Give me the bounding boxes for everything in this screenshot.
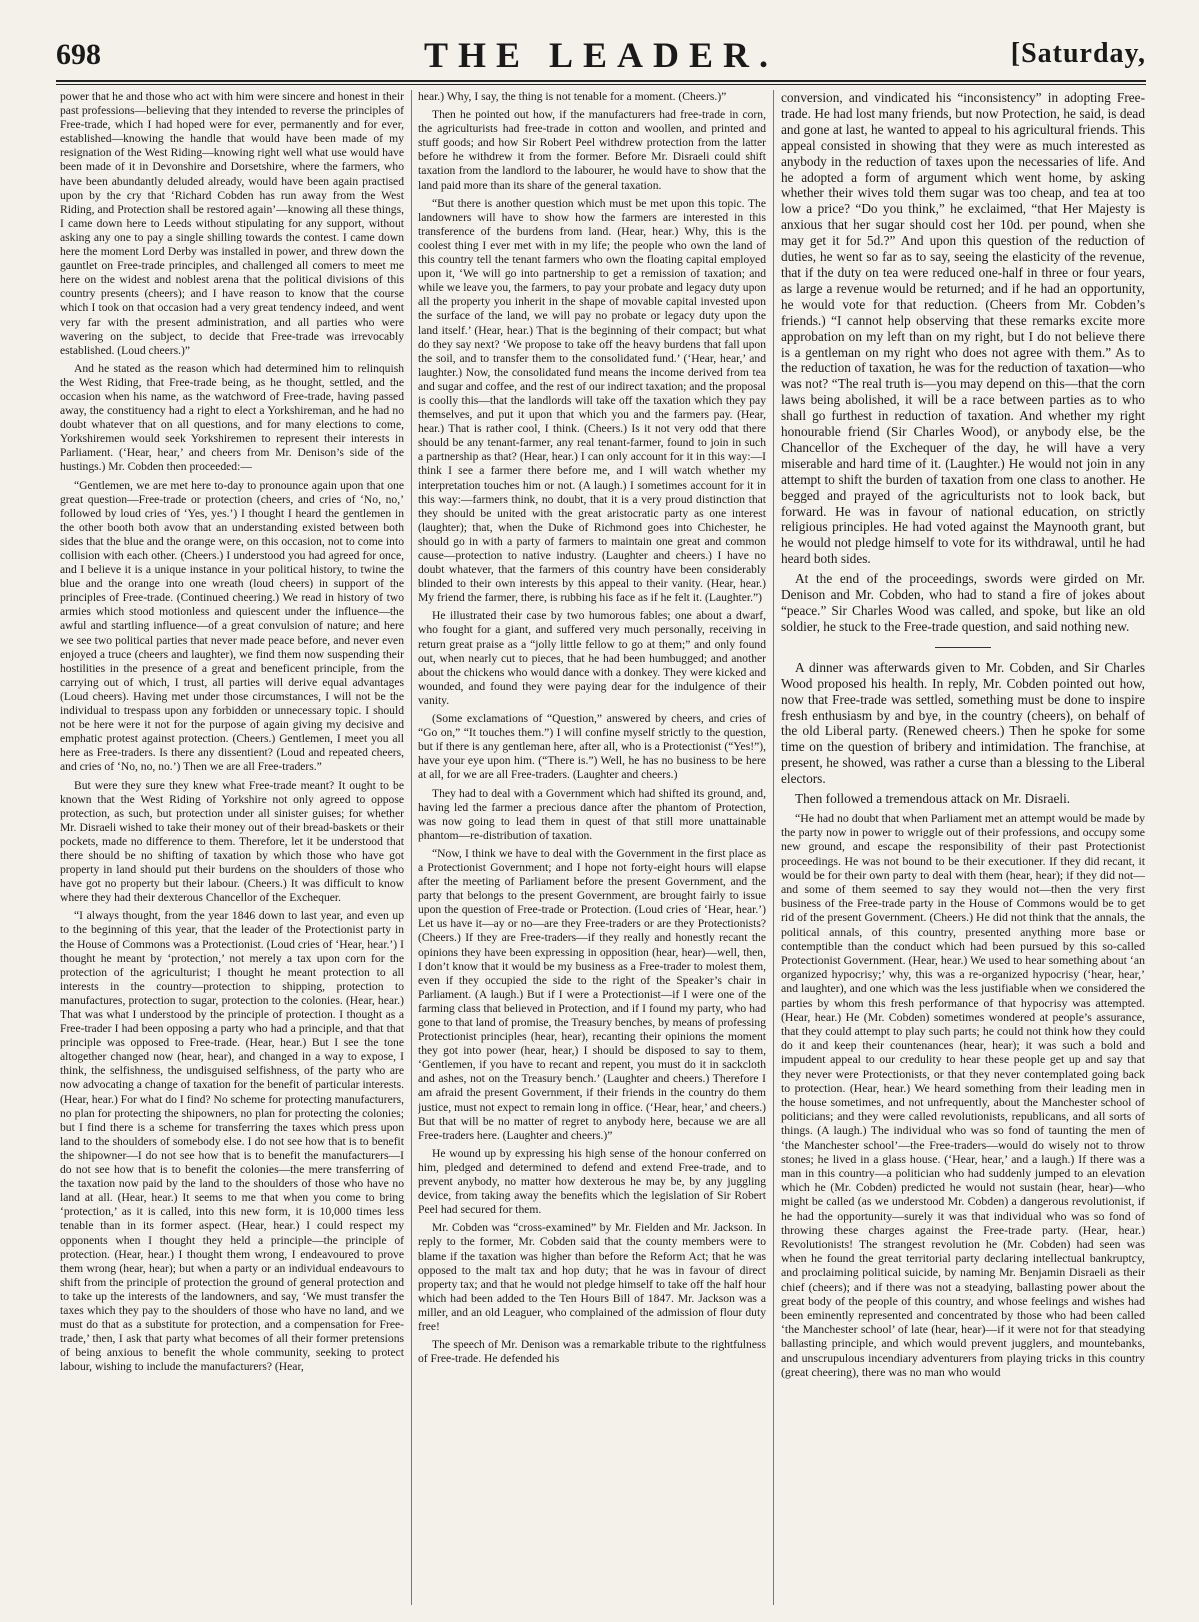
paragraph: And he stated as the reason which had determined him to relinquish the West Riding, that Free-trade being, as he thought, settled, and the occasion when his name, as the watchword of Free-trade, having passed away, the constituency had a right to elect a Yorkshireman, and he had no doubt whatever that on all questions, and for many elections to come, Yorkshiremen would seek Yorkshiremen to represent their interests in Parliament. (‘Hear, hear,’ and cheers from Mr. Denison’s side of the hustings.) Mr. Cobden then proceeded:—	[60, 361, 404, 474]
paragraph: He wound up by expressing his high sense of the honour conferred on him, pledged and determined to defend and extend Free-trade, and to prevent anybody, no matter how dexterous he may be, by any juggling device, from taking away the benefits which the legislation of Sir Robert Peel had secured for them.	[418, 1146, 766, 1217]
header-rule	[56, 80, 1146, 82]
paragraph: hear.) Why, I say, the thing is not tenable for a moment. (Cheers.)”	[418, 90, 727, 103]
paragraph: power that he and those who act with him were sincere and honest in their past professions—believing that they intended to reverse the principles of Free-trade, which I had hoped were for ever, permanently and for ever, established—knowing the handle that would have been made of my resignation of the West Riding—knowing right well what use would have been made of it in Devonshire and Dorsetshire, where the farmers, who have been abundantly deluded already, would have been again practised upon by the cry that ‘Richard Cobden has run away from the West Riding, and Protection shall be restored again’—knowing all these things, I came down here to Leeds without stipulating for any support, without asking any one to pay a single shilling towards the contest. I came down here the moment Lord Derby was installed in power, and threw down the gauntlet on Free-trade principles, and challenged all comers to meet me here on the widest and noblest arena that the political divisions of this country presents (cheers); and I have reason to know that the course which I took on that occasion had a very great tendency indeed, and went very far with the present administration, and all parties who were wavering on the subject, to decide that Free-trade was irrevocably established. (Loud cheers.)”	[60, 90, 404, 357]
newspaper-title: THE LEADER.	[423, 35, 779, 75]
paragraph: conversion, and vindicated his “inconsistency” in adopting Free-trade. He had lost many friends, but now Protection, he said, is dead and gone at last, he wanted to appeal to his agricultural friends. This appeal consisted in showing that they were as much interested as anybody in the reduction of taxes upon the necessaries of life. And he adopted a form of argument which went home, by asking whether their wives told them sugar was too cheap, and tea at too low a price? “Do you think,” he exclaimed, “that Her Majesty is anxious that her sugar should cost her 10d. per pound, when she may get it for 5d.?” And upon this question of the reduction of duties, he went so far as to say, seeing the elasticity of the revenue, that if the duty on tea were reduced one-half in three or four years, as large a revenue would be returned; and if he had an opportunity, he would vote for that reduction. (Cheers from Mr. Cobden’s friends.) “I cannot help observing that these remarks excite more approbation on my left than on my right, but I do not believe there is a gentleman on my right who does not agree with them.” As to the reduction of taxation, he was for the reduction of taxation—who was not? “The real truth is—you may depend on this—that the corn laws being abolished, it will be a race between parties as to who shall go furthest in reduction of taxation. And whether my right honourable friend (Sir Charles Wood), or anybody else, be the Chancellor of the Exchequer of the day, he will have a very miserable and hard time of it. (Laughter.) He would not join in any attempt to shift the burden of taxation from one class to another. He begged and prayed of the agriculturists not to look back, but forward. He was in favour of national education, on strictly religious principles. He had voted against the Maynooth grant, but he would not pledge himself to vote for its withdrawal, until he had heard both sides.	[781, 90, 1145, 567]
paragraph: Mr. Cobden was “cross-examined” by Mr. Fielden and Mr. Jackson. In reply to the former, Mr. Cobden said that the county members were to blame if the taxation was higher than before the Reform Act; that he was opposed to the malt tax and hop duty; that he was in favour of direct property tax; and that he would not pledge himself to take off the half hour which had been added to the Ten Hours Bill of 1847. Mr. Jackson was a miller, and an old Leaguer, who complained of the admission of flour duty free!	[418, 1221, 766, 1333]
page-number: 698	[56, 38, 101, 71]
column-divider	[773, 90, 774, 1605]
paragraph: “But there is another question which must be met upon this topic. The landowners will have to show how the farmers are interested in this transference of the burdens from land. (Hear, hear.) Why, this is the coolest thing I ever met with in my life; the people who own the land of this country tell the tenant farmers who own the floating capital employed upon it, ‘We will go into partnership to get a remission of taxation; and while we leave you, the farmers, to pay your probate and legacy duty upon all the property you inherit in the shape of movable capital invested upon the surface of the land, we will pay no probate or legacy duty upon the land itself.’ (Hear, hear.) That is the beginning of their compact; but what do they say next? ‘We propose to take off the heavy burdens that fall upon the soil, and to transfer them to the consolidated fund.’ (‘Hear, hear,’ and laughter.) Now, the consolidated fund means the income derived from tea and sugar and coffee, and the rest of our indirect taxation; and the proposal is coolly this—that the landlords will take off the taxation which they pay themselves, and put it upon that which you and the farmers pay. (Hear, hear.) That is rather cool, I think. (Cheers.) Is it not very odd that there should be any tenant-farmer, any real tenant-farmer, found to join in such a partnership as that? (Hear, hear.) I can only account for it in this way:—I think I see a farmer there before me, and I will watch whether my interpretation touches him or not. (A laugh.) I sometimes account for it in this way:—farmers think, no doubt, that it is a very proud distinction that they should be united with the great aristocratic party as one interest (laughter); that, when the Duke of Richmond goes into Chichester, he should go in with a party of farmers to maintain one great and common cause—protection to native industry. (Laughter and cheers.) I have no doubt whatever, that the farmers of this country have been considerably blinded to their own interests by this appeal to their vanity. (Hear, hear.) My friend the farmer, there, is rubbing his face as if he felt it. (Laughter.”)	[418, 196, 766, 605]
column-divider	[411, 90, 412, 1605]
paragraph: (Some exclamations of “Question,” answered by cheers, and cries of “Go on,” “It touches them.”) I will confine myself strictly to the question, but if there is any gentleman here, after all, who is a Protectionist (“Yes!”), have your eye upon him. (“There is.”) Well, he has no business to be here at all, for we are all Free-traders. (Laughter and cheers.)	[418, 712, 766, 782]
issue-day: [Saturday,	[1010, 38, 1146, 69]
column-2	[418, 90, 766, 1610]
paragraph: “Gentlemen, we are met here to-day to pronounce again upon that one great question—Free-trade or protection (cheers, and cries of ‘No, no,’ followed by loud cries of ‘Yes, yes.’) I thought I heard the gentlemen in the other booth both avow that an understanding existed between both sides that the blue and the orange were, on this occasion, not to come into collision with each other. (Cheers.) I understood you had agreed for once, and I believe it is a unique instance in your political history, to twine the blue and the orange into one wreath (loud cheers) in support of the principles of Free-trade. (Continued cheering.) We read in history of two armies which stood motionless and quiescent under the influence—the awful and startling influence—of a great convulsion of nature; and here we see two political parties that never made peace before, and never even enjoyed a truce (cheers and laughter), we find them now suspending their hostilities in the presence of a great and beneficent principle, from the carrying out of which, I trust, all parties will derive equal advantages (Loud cheers). Having met under those circumstances, I will not be the individual to trespass upon any forbidden or unnecessary topic. I should not be here were it not for the purpose of again giving my decisive and emphatic protest against protection. (Cheers.) Gentlemen, I meet you all here as Free-traders. Is there any dissentient? (Loud and repeated cheers, and cries of ‘No, no, no.’) Then we are all Free-traders.”	[60, 478, 404, 774]
paragraph: “I always thought, from the year 1846 down to last year, and even up to the beginning of this year, that the leader of the Protectionist party in the House of Commons was a Protectionist. (Loud cries of ‘Hear, hear.’) I thought he meant by ‘protection,’ not merely a tax upon corn for the protection of the agriculturist; I thought he meant protection to all interests in the country—protection to shipping, protection to manufactures, protection to sugar, protection to the colonies. (Hear, hear.) That was what I understood by the principle of protection. I thought as a Free-trader I had been opposing a party who had a principle, and that that principle was opposed to Free-trade. (Hear, hear.) But I see the tone altogether changed now (hear, hear), and changed in a way to expose, I think, the selfishness, the undisguised selfishness, of the party who are now advocating a change of taxation for the benefit of particular interests. (Hear, hear.) For what do I find? No scheme for protecting manufacturers, no plan for protecting the shipowners, no plan for protecting the colonies; but I find there is a scheme for transferring the taxes which press upon land to the shoulders of somebody else. I do not see how that is to benefit the shipowner—I do not see how that is to benefit the manufacturers—I do not see how that is to benefit the colonies—the mere transferring of the taxation now paid by the land to the shoulders of those who have no land at all. (Hear, hear.) It seems to me that when you come to bring ‘protection,’ as it is called, into this new form, it is 10,000 times less tenable than in its former aspect. (Hear, hear.) I could respect my opponents when I thought they held a principle—the principle of protection. (Hear, hear.) I thought them wrong, I endeavoured to prove them wrong (hear, hear); but when a party or an individual endeavours to shift from the principle of protection the ground of general protection and to take up the interests of the landowners, and say, ‘We must transfer the taxes which they pay to the shoulders of those who have no land, and we must do that as a substitute for protection, and a compensation for Free-trade,’ then, I ask that party what becomes of all their former pretensions of being anxious to benefit the whole community, seeking to protect labour, wishing to include the manufacturers? (Hear,	[60, 909, 404, 1374]
column-1	[60, 90, 404, 1610]
paragraph: But were they sure they knew what Free-trade meant? It ought to be known that the West Riding of Yorkshire not only agreed to oppose protection, as such, but protection under all sinister guises; for whether Mr. Disraeli wished to take their money out of their bread-baskets or their pockets, made no difference to them. Therefore, let it be understood that there should be no shifting of taxation by which those who have got property in land should put their burdens on the shoulders of those who have got no property but their labour. (Cheers.) It was difficult to know where they had their dexterous Chancellor of the Exchequer.	[60, 778, 404, 905]
page-header	[56, 34, 1146, 76]
paragraph: The speech of Mr. Denison was a remarkable tribute to the rightfulness of Free-trade. He defended his	[418, 1338, 766, 1366]
paragraph: “Now, I think we have to deal with the Government in the first place as a Protectionist Government; and I hope not forty-eight hours will elapse after the meeting of Parliament before the present Government, and the party that belongs to the present Government, are brought fairly to issue upon the question of Free-trade or Protection. (Loud cries of ‘Hear, hear.’) Let us have it—ay or no—are they Free-traders or are they Protectionists? (Cheers.) If they are Free-traders—if they really and honestly recant the opinions they have been expressing in opposition (hear, hear)—well, then, I don’t know that it would be my business as a Free-trader to molest them, even if they occupied the side to the right of the Speaker’s chair in Parliament. (A laugh.) But if I were a Protectionist—if I were one of the farming class that believed in Protection, and if I found my party, who had gone to that land of promise, the Treasury benches, by means of professing Protectionist principles (hear, hear), recanting their opinions the moment they got into power (hear, hear,) I should be disposed to say to them, ‘Gentlemen, if you have to recant and repent, you must do it in sackcloth and ashes, not on the Treasury bench.’ (Laughter and cheers.) Therefore I am afraid the present Government, if their friends in the country do them justice, must not expect to remain long in office. (‘Hear, hear,’ and cheers.) But that will be no matter of regret to anybody here, because we are all Free-traders here. (Laughter and cheers.)”	[418, 846, 766, 1142]
paragraph: At the end of the proceedings, swords were girded on Mr. Denison and Mr. Cobden, who had to stand a fire of jokes about “peace.” Sir Charles Wood was called, and spoke, but like an old soldier, he stuck to the Free-trade question, and said nothing new.	[781, 571, 1145, 634]
paragraph: They had to deal with a Government which had shifted its ground, and, having led the farmer a precious dance after the phantom of Protection, was now going to lead them in quest of that still more unattainable phantom—re-distribution of taxation.	[418, 786, 766, 842]
paragraph: Then followed a tremendous attack on Mr. Disraeli.	[795, 791, 1071, 807]
paragraph: Then he pointed out how, if the manufacturers had free-trade in corn, the agriculturists had free-trade in cotton and woollen, and printed and stuff goods; and how Sir Robert Peel withdrew protection from the latter before he withdrew it from the former. Before Mr. Disraeli could shift taxation from the landlord to the labourer, he would have to show that the land paid more than its share of the general taxation.	[418, 108, 766, 192]
paragraph: He illustrated their case by two humorous fables; one about a dwarf, who fought for a giant, and suffered very much personally, receiving in return great praise as a “jolly little fellow to go at them;” and only found out, when nearly cut to pieces, that he had been humbugged; and another about the chickens who would dance with a donkey. They were kicked and wounded, and found they were paying dear for the indulgence of their vanity.	[418, 609, 766, 707]
column-3	[781, 90, 1145, 1610]
header-rule-thin	[56, 84, 1146, 85]
section-separator	[935, 647, 991, 648]
paragraph: A dinner was afterwards given to Mr. Cobden, and Sir Charles Wood proposed his health. In reply, Mr. Cobden pointed out how, now that Free-trade was settled, something must be done to inspire fresh enthusiasm by and bye, in the country (cheers), on behalf of the old Liberal party. (Renewed cheers.) Then he spoke for some time on the question of bribery and intimidation. The franchise, at present, he showed, was rather a curse than a blessing to the Liberal electors.	[781, 659, 1145, 787]
paragraph: “He had no doubt that when Parliament met an attempt would be made by the party now in power to wriggle out of their professions, and occupy some new ground, and escape the responsibility of their past Protectionist proceedings. He was not bound to be their executioner. If they did recant, it would be for their own party to deal with them (hear, hear); if they did not—and some of them seemed to say they would not—then the very first business of the Free-trade party in the House of Commons would be to get rid of the present Government. (Cheers.) He did not think that the annals, the political annals, of this country, presented anything more base or contemptible than the conduct which had been pursued by this so-called Protectionist Government. (Hear, hear.) We used to hear something about ‘an organized hypocrisy;’ why, this was a re-organized hypocrisy (‘hear, hear,’ and laughter), and one which was the less justifiable when we considered the parties by whom this fresh performance of that hypocrisy was attempted. (Hear, hear.) He (Mr. Cobden) sometimes wondered at people’s assurance, that they could attempt to play such parts; he could not think how they could do it and keep their countenances (hear, hear); it was such a bold and impudent appeal to our credulity to hear these people get up and say that they never were Protectionists, or that they never contemplated going back to protection. (Hear, hear.) We heard something from their leading men in the house sometimes, and not unfrequently, about the Manchester school of politicians; and they were called revolutionists, republicans, and all sorts of things. (A laugh.) The individual who was so fond of taunting the men of ‘the Manchester school’—the Free-traders—would do wisely not to throw stones; he lived in a glass house. (‘Hear, hear,’ and a laugh.) If there was a man in this country—a politician who had suddenly jumped to an elevation which he (Mr. Cobden) predicted he would not sustain (hear, hear)—who might be called (as we understood Mr. Cobden) a dangerous revolutionist, if he had the opportunity—surely it was that individual who was so fond of throwing these charges against the Free-trade party. (Hear, hear.) Revolutionists! The strangest revolution he (Mr. Cobden) had seen was when he found the great territorial party declaring intellectual bankruptcy, and proclaiming political suicide, by naming Mr. Benjamin Disraeli as their chief (cheers); and if there was not a steadying, ballasting power about the great body of the people of this country, and whose feelings and wishes had been eminently represented and concentrated by those who had been called ‘the Manchester school’ of late (hear, hear)—if it were not for that steadying ballasting principle, and which would prevent jugglers, and mountebanks, and unscrupulous incendiary adventurers from playing tricks in this country (great cheering), there was no man who would	[781, 810, 1145, 1379]
